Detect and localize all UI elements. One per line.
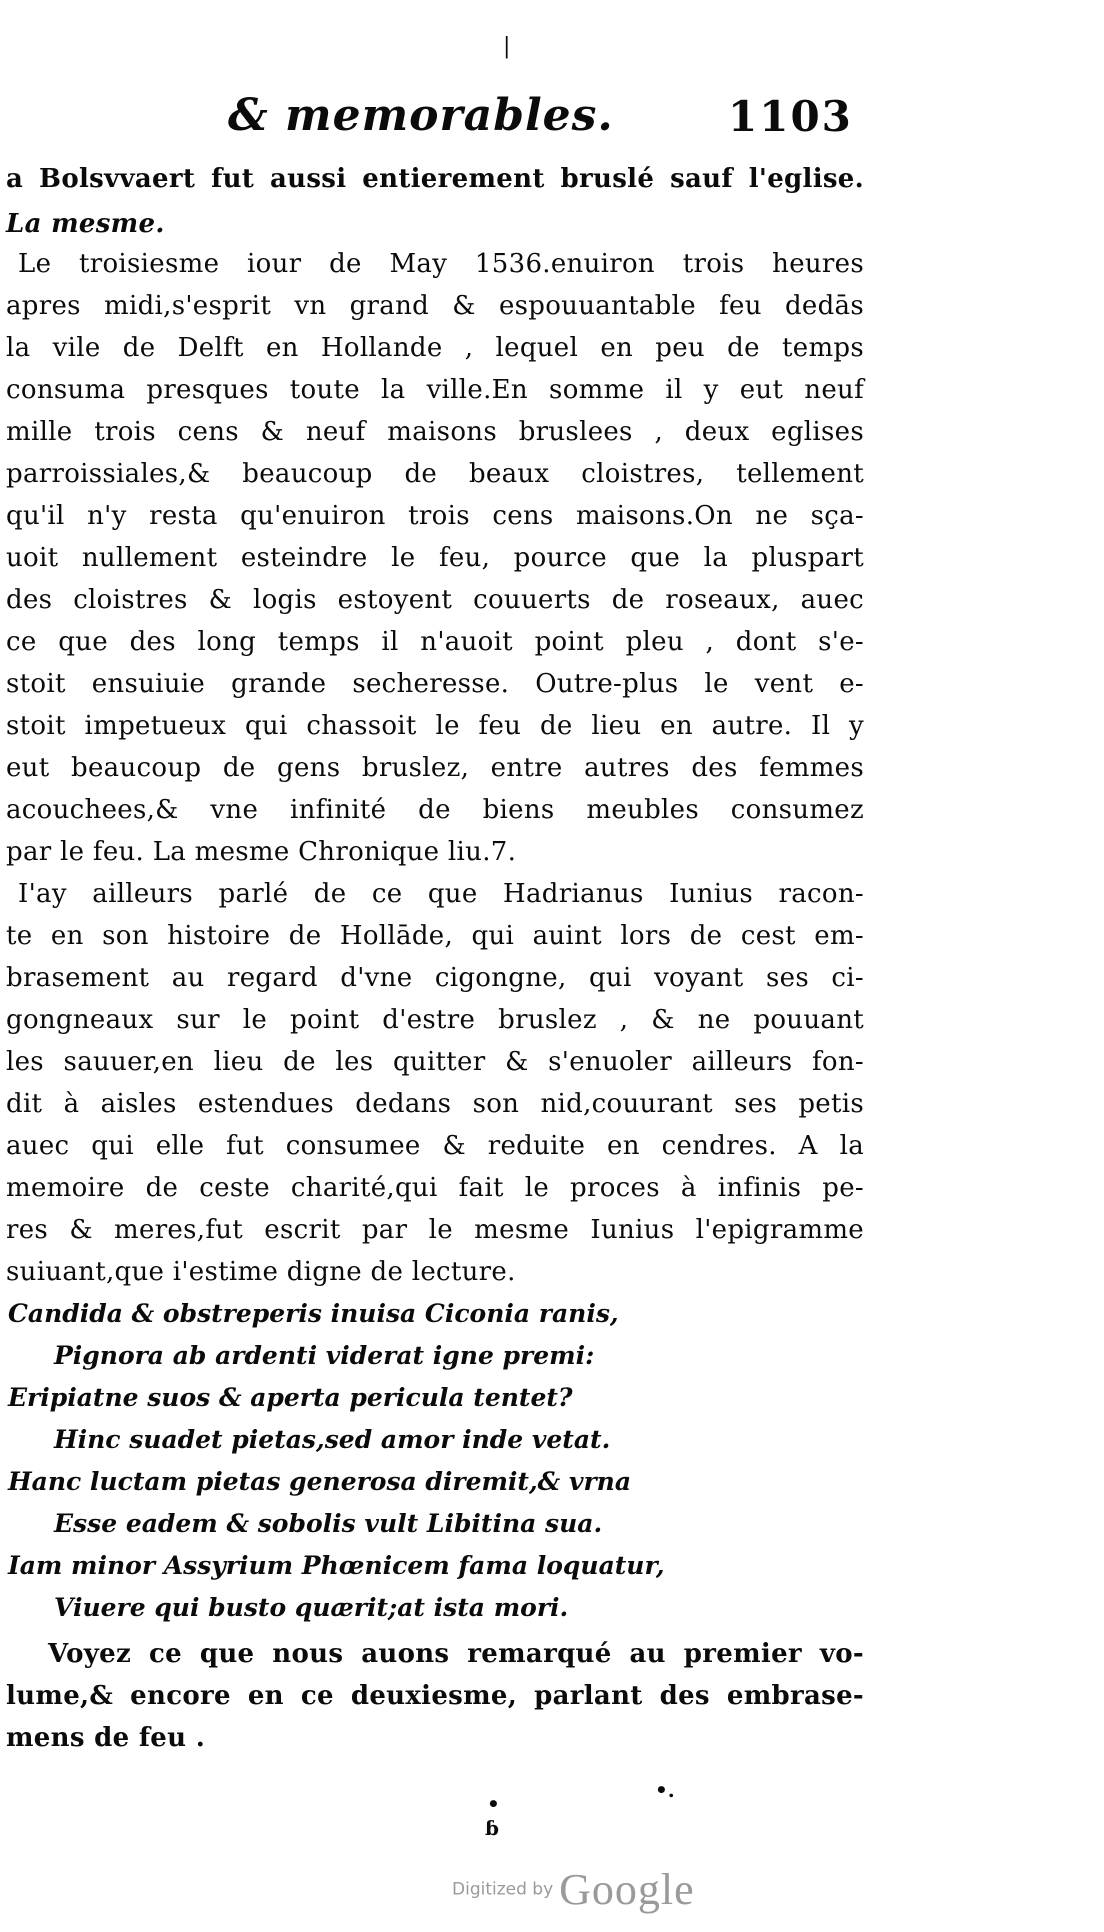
text-line: par le feu. La mesme Chronique liu.7. — [6, 837, 517, 867]
epigram-line: Pignora ab ardenti viderat igne premi: — [54, 1341, 595, 1370]
text-line: consuma presques toute la ville.En somme il y eut neuf — [6, 375, 864, 405]
ink-speck: ɓ — [485, 1816, 499, 1840]
text-line: qu'il n'y resta qu'enuiron trois cens maisons.On ne sça- — [6, 501, 864, 531]
epigram-line: Hanc luctam pietas generosa diremit,& vrna — [8, 1467, 632, 1496]
text-line: stoit impetueux qui chassoit le feu de lieu en autre. Il y — [6, 711, 864, 741]
epigram-line: Hinc suadet pietas,sed amor inde vetat. — [54, 1425, 611, 1454]
page-top-mark: | — [503, 34, 511, 59]
text-line: res & meres,fut escrit par le mesme Iunius l'epigramme — [6, 1215, 864, 1245]
epigram-line: Candida & obstreperis inuisa Ciconia ranis, — [8, 1299, 619, 1328]
text-line: uoit nullement esteindre le feu, pource que la pluspart — [6, 543, 864, 573]
text-line: mille trois cens & neuf maisons bruslees , deux eglises — [6, 417, 864, 447]
text-line: eut beaucoup de gens bruslez, entre autres des femmes — [6, 753, 864, 783]
text-line: Voyez ce que nous auons remarqué au premier vo- — [48, 1639, 864, 1669]
text-line: gongneaux sur le point d'estre bruslez , & ne pouuant — [6, 1005, 864, 1035]
page-number: 1103 — [728, 92, 853, 141]
ink-speck: •. — [655, 1778, 675, 1802]
text-line: Le troisiesme iour de May 1536.enuiron trois heures — [18, 249, 864, 279]
epigram-line: Viuere qui busto quærit;at ista mori. — [54, 1593, 569, 1622]
watermark-prefix: Digitized by — [452, 1879, 554, 1900]
text-line: memoire de ceste charité,qui fait le proces à infinis pe- — [6, 1173, 864, 1203]
text-line: dit à aisles estendues dedans son nid,couurant ses petis — [6, 1089, 864, 1119]
text-line: des cloistres & logis estoyent couuerts de roseaux, auec — [6, 585, 864, 615]
text-line: auec qui elle fut consumee & reduite en cendres. A la — [6, 1131, 864, 1161]
text-line: stoit ensuiuie grande secheresse. Outre-plus le vent e- — [6, 669, 864, 699]
text-line: les sauuer,en lieu de les quitter & s'enuoler ailleurs fon- — [6, 1047, 864, 1077]
epigram-line: Eripiatne suos & aperta pericula tentet? — [8, 1383, 573, 1412]
text-line: acouchees,& vne infinité de biens meubles consumez — [6, 795, 864, 825]
digitized-by-google-watermark — [452, 1864, 695, 1915]
text-line: te en son histoire de Hollāde, qui auint lors de cest em- — [6, 921, 864, 951]
google-wordmark: Google — [559, 1865, 695, 1914]
text-line: I'ay ailleurs parlé de ce que Hadrianus Iunius racon- — [18, 879, 864, 909]
text-line: suiuant,que i'estime digne de lecture. — [6, 1257, 516, 1287]
text-line: parroissiales,& beaucoup de beaux cloistres, tellement — [6, 459, 864, 489]
text-line: a Bolsvvaert fut aussi entierement bruslé sauf l'eglise. — [6, 164, 864, 194]
text-line: apres midi,s'esprit vn grand & espouuantable feu dedās — [6, 291, 864, 321]
running-head: & memorables. — [228, 90, 614, 141]
text-line: brasement au regard d'vne cigongne, qui voyant ses ci- — [6, 963, 864, 993]
text-line: la vile de Delft en Hollande , lequel en peu de temps — [6, 333, 864, 363]
text-line: mens de feu . — [6, 1723, 206, 1753]
ink-speck: • — [487, 1792, 500, 1816]
text-line: ce que des long temps il n'auoit point pleu , dont s'e- — [6, 627, 864, 657]
text-line: lume,& encore en ce deuxiesme, parlant des embrase- — [6, 1681, 864, 1711]
epigram-line: Iam minor Assyrium Phœnicem fama loquatur, — [8, 1551, 665, 1580]
epigram-line: Esse eadem & sobolis vult Libitina sua. — [54, 1509, 603, 1538]
source-note: La mesme. — [6, 209, 165, 239]
